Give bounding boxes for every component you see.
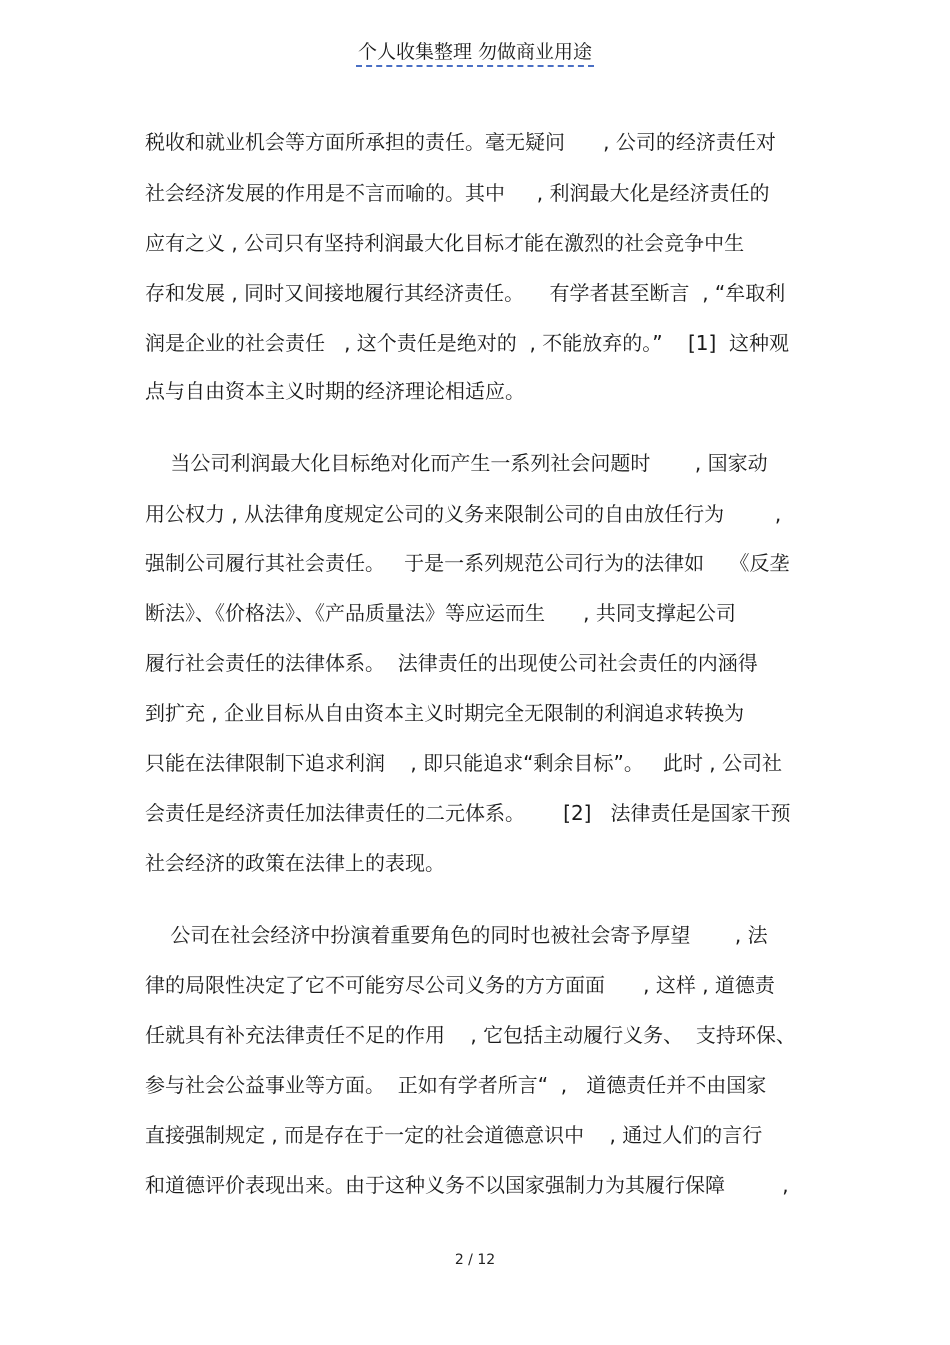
text-line: 公司在社会经济中扮演着重要角色的同时也被社会寄予厚望 , 法 (145, 923, 768, 947)
text-line: 和道德评价表现出来。由于这种义务不以国家强制力为其履行保障 , (145, 1173, 789, 1197)
text-line: 断法》、《价格法》、《产品质量法》等应运而生 , 共同支撑起公司 (145, 601, 736, 625)
text-line: 会责任是经济责任加法律责任的二元体系。 [2] 法律责任是国家干预 (145, 801, 791, 825)
text-line: 强制公司履行其社会责任。 于是一系列规范公司行为的法律如 《反垄 (145, 551, 790, 575)
header-text: 个人收集整理 勿做商业用途 (356, 41, 594, 67)
text-line: 当公司利润最大化目标绝对化而产生一系列社会问题时 , 国家动 (145, 451, 768, 475)
page-header (0, 38, 950, 66)
text-line: 只能在法律限制下追求利润 , 即只能追求“剩余目标”。 此时 , 公司社 (145, 751, 783, 775)
text-line: 任就具有补充法律责任不足的作用 , 它包括主动履行义务、 支持环保、 (145, 1023, 796, 1047)
text-line: 到扩充 , 企业目标从自由资本主义时期完全无限制的利润追求转换为 (145, 701, 745, 725)
text-line: 社会经济的政策在法律上的表现。 (145, 851, 445, 875)
text-line: 润是企业的社会责任 , 这个责任是绝对的 , 不能放弃的。” [1] 这种观 (145, 331, 790, 355)
text-line: 点与自由资本主义时期的经济理论相适应。 (145, 379, 525, 403)
text-line: 履行社会责任的法律体系。 法律责任的出现使公司社会责任的内涵得 (145, 651, 758, 675)
page-number: 2 / 12 (454, 1252, 496, 1268)
text-line: 参与社会公益事业等方面。 正如有学者所言“ , 道德责任并不由国家 (145, 1073, 767, 1097)
text-line: 直接强制规定 , 而是存在于一定的社会道德意识中 , 通过人们的言行 (145, 1123, 763, 1147)
text-line: 应有之义 , 公司只有坚持利润最大化目标才能在激烈的社会竞争中生 (145, 231, 745, 255)
text-line: 用公权力 , 从法律角度规定公司的义务来限制公司的自由放任行为 , (145, 502, 782, 526)
text-line: 税收和就业机会等方面所承担的责任。毫无疑问 , 公司的经济责任对 (145, 130, 776, 154)
text-line: 律的局限性决定了它不可能穷尽公司义务的方方面面 , 这样 , 道德责 (145, 973, 775, 997)
text-line: 社会经济发展的作用是不言而喻的。其中 , 利润最大化是经济责任的 (145, 181, 770, 205)
text-line: 存和发展 , 同时又间接地履行其经济责任。 有学者甚至断言 , “牟取利 (145, 281, 786, 305)
